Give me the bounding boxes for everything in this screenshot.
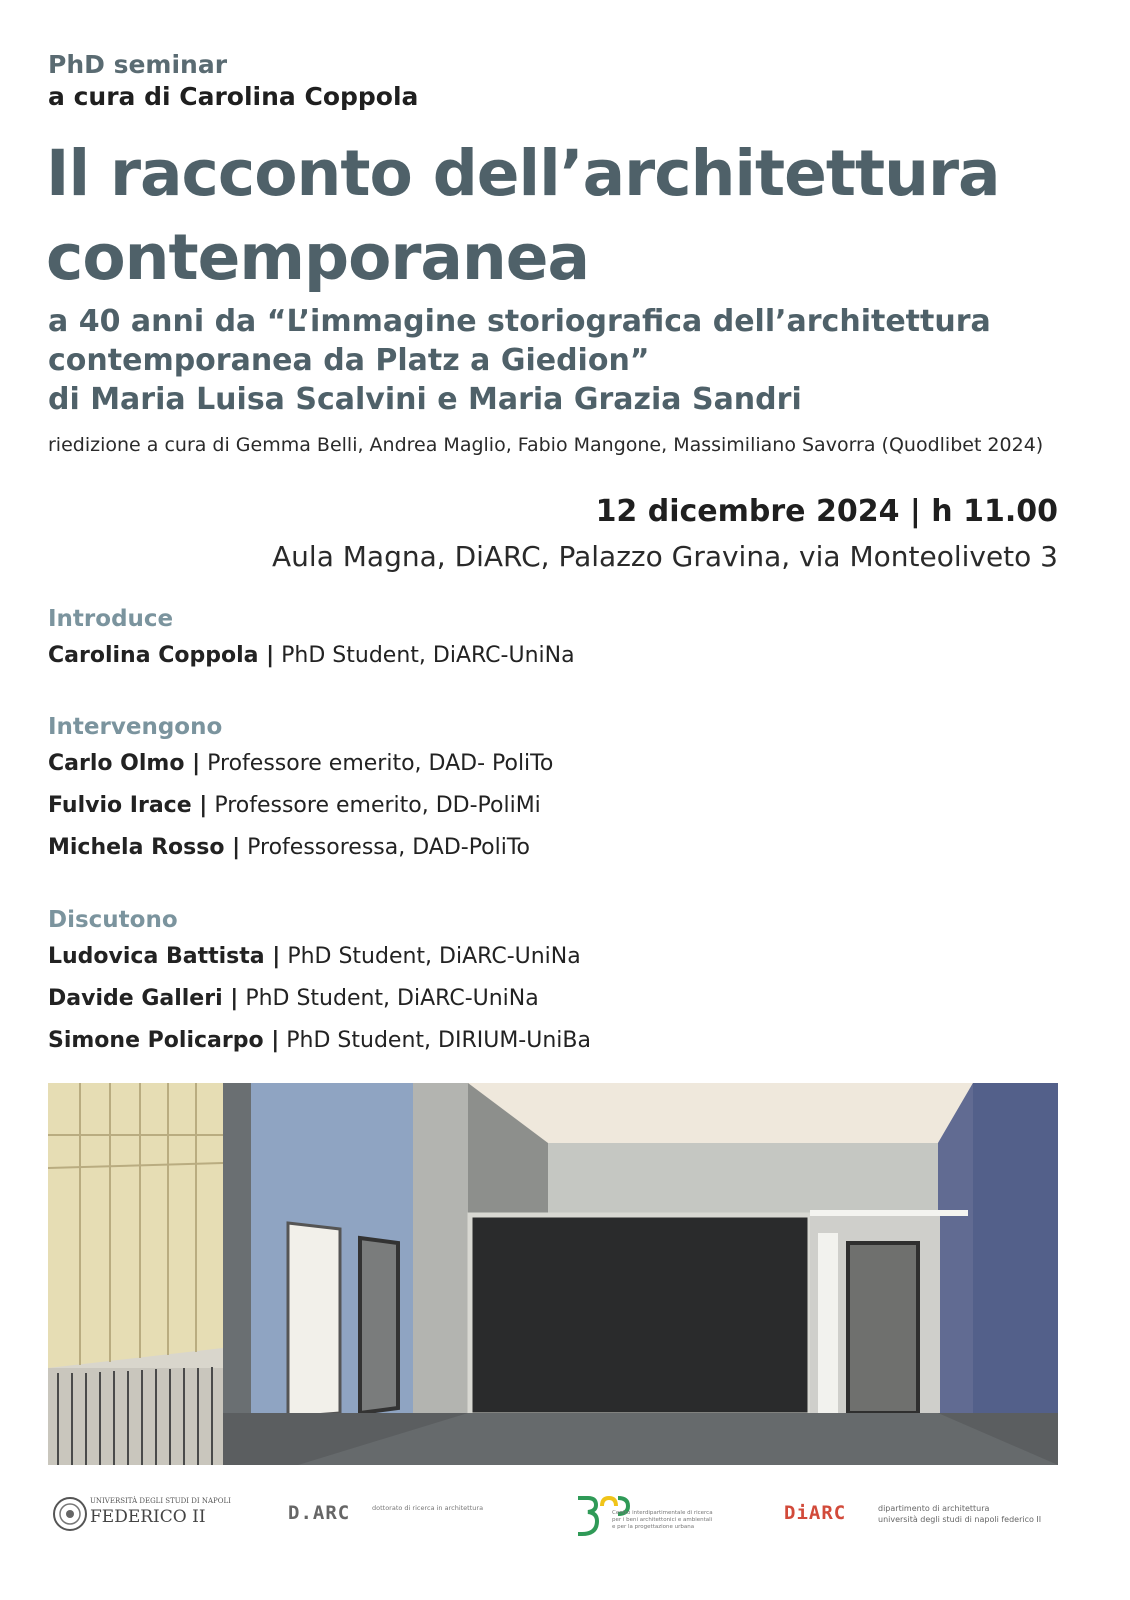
subtitle-line-2: contemporanea da Platz a Giedion”: [48, 343, 650, 378]
darc-logo-text: dottorato di ricerca in architettura: [372, 1504, 484, 1512]
speaker-role: Professoressa, DAD-PoliTo: [247, 835, 531, 860]
speaker-name: Simone Policarpo |: [48, 1028, 280, 1053]
logos-strip: [0, 1490, 1130, 1550]
bad-logo-text: [612, 1510, 713, 1531]
diarc-logo-text: [878, 1503, 1041, 1525]
bad-text-line-3: e per la progettazione urbana: [612, 1524, 695, 1530]
bad-text-line-1: Centro interdipartimentale di ricerca: [612, 1510, 713, 1516]
diarc-text-line-1: dipartimento di architettura: [878, 1504, 990, 1513]
section-label-introduce: Introduce: [48, 606, 174, 632]
interior-illustration: [48, 1083, 1058, 1465]
speaker-name: Michela Rosso |: [48, 835, 241, 860]
title-line-2: contemporanea: [46, 221, 590, 294]
event-date: 12 dicembre 2024 | h 11.00: [595, 494, 1058, 529]
subtitle: [48, 302, 991, 419]
speaker-role: PhD Student, DiARC-UniNa: [245, 986, 539, 1011]
speaker-row: [48, 643, 575, 668]
seminar-kicker: PhD seminar: [48, 50, 228, 79]
university-seal-icon: [52, 1496, 88, 1532]
bad-text-line-2: per i beni architettonici e ambientali: [612, 1517, 713, 1523]
speaker-role: Professore emerito, DD-PoliMi: [214, 793, 541, 818]
speaker-name: Carolina Coppola |: [48, 643, 275, 668]
subtitle-line-1: a 40 anni da “L’immagine storiografica dell’architettura: [48, 304, 991, 339]
speaker-row: [48, 986, 539, 1011]
speaker-row: [48, 751, 553, 776]
event-venue: Aula Magna, DiARC, Palazzo Gravina, via Monteoliveto 3: [272, 540, 1058, 573]
speaker-name: Fulvio Irace |: [48, 793, 208, 818]
speaker-name: Ludovica Battista |: [48, 944, 281, 969]
federico-big-text: FEDERICO II: [90, 1507, 206, 1527]
speaker-role: Professore emerito, DAD- PoliTo: [207, 751, 554, 776]
speaker-role: PhD Student, DiARC-UniNa: [281, 643, 575, 668]
diarc-text-line-2: università degli studi di napoli federico II: [878, 1515, 1042, 1524]
section-label-discutono: Discutono: [48, 907, 178, 933]
title-line-1: Il racconto dell’architettura: [46, 137, 1000, 210]
speaker-row: [48, 944, 581, 969]
page-title: [46, 132, 1000, 300]
federico-logo: [52, 1496, 88, 1536]
speaker-role: PhD Student, DiARC-UniNa: [287, 944, 581, 969]
speaker-name: Davide Galleri |: [48, 986, 239, 1011]
speaker-row: [48, 793, 541, 818]
speaker-role: PhD Student, DIRIUM-UniBa: [286, 1028, 591, 1053]
speaker-row: [48, 1028, 591, 1053]
section-label-intervengono: Intervengono: [48, 714, 223, 740]
speaker-row: [48, 835, 530, 860]
darc-logo-mark: D.ARC: [288, 1502, 351, 1524]
federico-small-text: UNIVERSITÀ DEGLI STUDI DI NAPOLI: [90, 1497, 231, 1505]
speaker-name: Carlo Olmo |: [48, 751, 201, 776]
diarc-logo-mark: DiARC: [784, 1502, 847, 1524]
curator-line: a cura di Carolina Coppola: [48, 82, 419, 111]
reedition-credits: riedizione a cura di Gemma Belli, Andrea Maglio, Fabio Mangone, Massimiliano Savorra (Quodlibet 2024): [48, 434, 1044, 456]
subtitle-line-3: di Maria Luisa Scalvini e Maria Grazia Sandri: [48, 382, 802, 417]
